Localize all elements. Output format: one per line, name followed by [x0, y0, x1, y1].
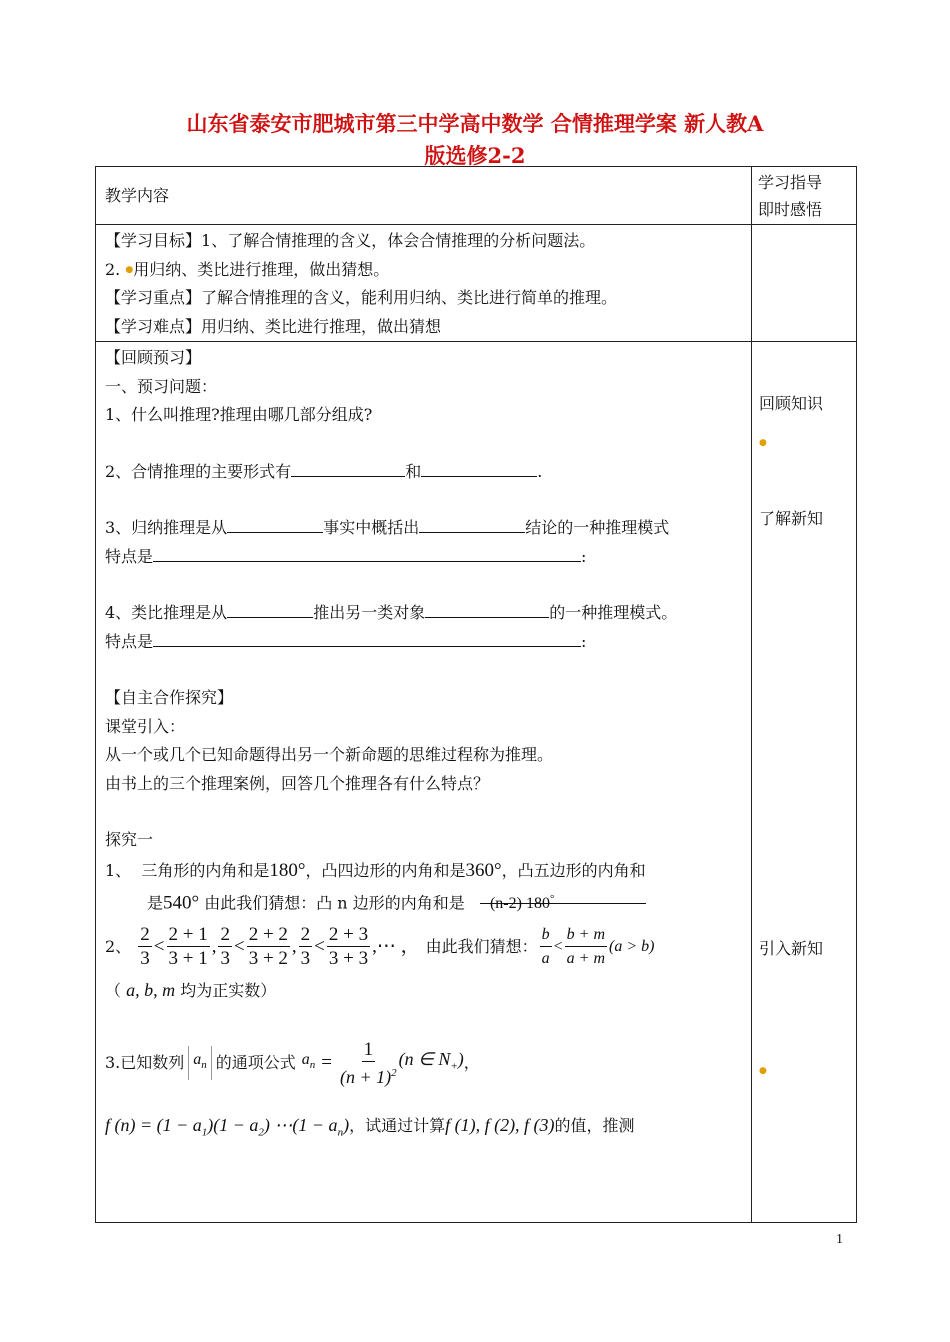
explore-heading: 【自主合作探究】: [105, 688, 234, 707]
answer-blank[interactable]: [419, 514, 525, 533]
answer-blank[interactable]: [291, 458, 405, 477]
answer-blank[interactable]: [153, 628, 581, 647]
answer-blank[interactable]: [421, 458, 537, 477]
explore-item-1: 1、 三角形的内角和是180°，凸四边形的内角和是360°，凸五边形的内角和: [105, 859, 646, 881]
question-1: 1、什么叫推理?推理由哪几部分组成?: [105, 405, 373, 424]
explore-title: 探究一: [105, 830, 154, 849]
content-header-cell: [96, 167, 752, 225]
question-4-feature: 特点是 :: [105, 628, 743, 657]
question-3-feature: 特点是 :: [105, 543, 743, 572]
explore-item-1-cont: 是540° 由此我们猜想：凸 n 边形的内角和是 (n-2) 180°: [105, 885, 743, 918]
side-note-new: 了解新知: [759, 509, 824, 528]
preview-questions-title: 一、预习问题：: [105, 376, 218, 396]
explore-item-2-note: （ a, b, m 均为正实数）: [105, 979, 277, 1000]
objectives-row: [96, 225, 857, 342]
explore-item-3-cont: f $(n) = (1 - a_1)(1 - a_2)$ ⋯(1 − $a_n$)，试通过计算f (1), f (2), f (3)的值，推测: [105, 1115, 635, 1139]
side-note-review: 回顾知识: [759, 394, 824, 413]
body-row: [96, 342, 857, 1223]
class-intro: 课堂引入：: [105, 716, 186, 736]
review-heading: 【回顾预习】: [105, 348, 202, 367]
explore-item-3: 3.已知数列 $a_n$ 的通项公式 $a_n$ = $\frac{1}{(n + 1)^2}$ (n ∈ $N_+$) ，: [105, 1038, 480, 1087]
objectives-cell: [96, 225, 752, 342]
difficult-point: 【学习难点】用归纳、类比进行推理，做出猜想: [105, 316, 442, 336]
learning-goal: 【学习目标】1、了解合情推理的含义，体会合情推理的分析问题法。: [105, 231, 596, 250]
answer-blank[interactable]: [227, 599, 313, 618]
answer-blank[interactable]: [153, 543, 581, 562]
header-row: [96, 167, 857, 225]
intro-line-2: 由书上的三个推理案例，回答几个推理各有什么特点？: [105, 773, 490, 793]
title-line-2: 版选修2-2: [424, 143, 526, 168]
answer-blank[interactable]: [425, 599, 549, 618]
document-title: [95, 108, 855, 172]
guide-side-cell: 回顾知识 ● 了解新知 引入新知 ●: [752, 342, 857, 1223]
side-note-intro: 引入新知: [759, 939, 824, 958]
learning-goal-2: 2. ●用归纳、类比进行推理，做出猜想。: [105, 259, 390, 279]
body-cell: [96, 342, 752, 1223]
guide-header-2: 即时感悟: [758, 199, 823, 219]
question-3: 3、归纳推理是从 事实中概括出 结论的一种推理模式: [105, 514, 743, 543]
answer-blank: (n-2) 180°: [480, 885, 646, 904]
title-line-1: 山东省泰安市肥城市第三中学高中数学 合情推理学案 新人教A: [186, 111, 764, 136]
page-number: 1: [836, 1232, 843, 1247]
intro-line-1: 从一个或几个已知命题得出另一个新命题的思维过程称为推理。: [105, 745, 554, 764]
key-point: 【学习重点】了解合情推理的含义，能利用归纳、类比进行简单的推理。: [105, 288, 618, 307]
guide-header-1: 学习指导: [758, 172, 823, 192]
content-header: 教学内容: [105, 186, 170, 206]
explore-item-2: 2、 $\frac{2}{3}$ < $\frac{2 + 1}{3 + 1}$ , $\frac{2}{3}$ < $\frac{2 + 2}{3 + 2}$ , $\frac{2}{3}$ < $\frac{2 + 3}{3 + 3}$ ,⋯ ， 由此我们猜想： $\frac{b}{a}$ < $\frac{b + m}{a + m}$ (a > b): [105, 924, 655, 970]
question-4: 4、类比推理是从 推出另一类对象 的一种推理模式。: [105, 599, 743, 628]
objectives-side-cell: [752, 225, 857, 342]
question-2: 2、合情推理的主要形式有 和 .: [105, 458, 743, 487]
answer-blank[interactable]: [227, 514, 323, 533]
lesson-table: [95, 166, 857, 1223]
guide-header-cell: [752, 167, 857, 225]
